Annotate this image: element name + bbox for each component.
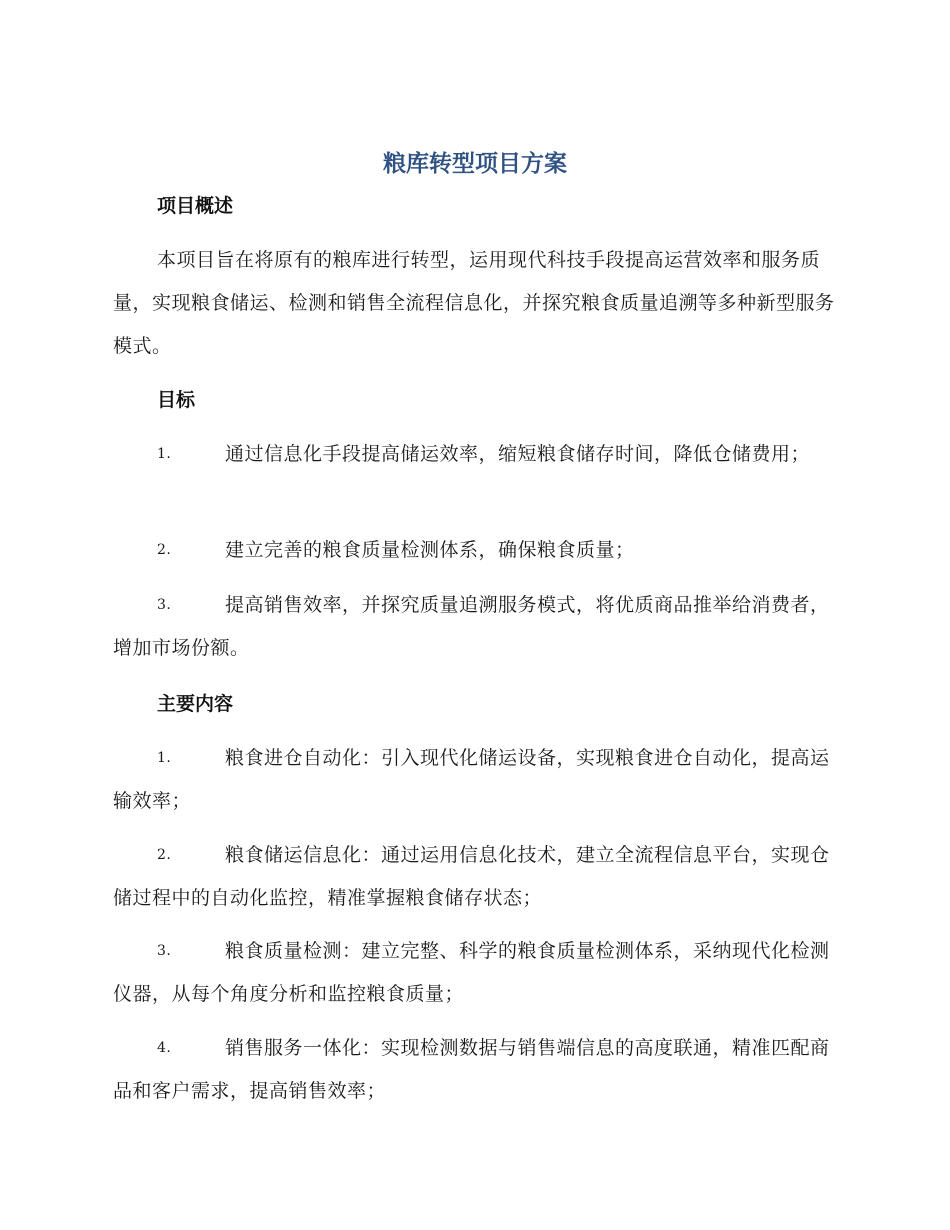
content-item-number: 2. xyxy=(157,847,172,863)
goal-item-number: 2. xyxy=(157,542,172,558)
content-item-4 xyxy=(113,1027,835,1113)
document-title: 粮库转型项目方案 xyxy=(383,151,567,177)
goal-item-1 xyxy=(113,433,835,476)
content-item-3 xyxy=(113,930,835,1016)
content-item-number: 4. xyxy=(157,1040,172,1056)
content-item-number: 1. xyxy=(157,750,172,766)
goal-item-3 xyxy=(113,584,835,670)
goal-item-text: 通过信息化手段提高储运效率，缩短粮食储存时间，降低仓储费用； xyxy=(225,443,811,465)
content-item-1 xyxy=(113,737,835,823)
content-item-text: 粮食进仓自动化：引入现代化储运设备，实现粮食进仓自动化，提高运输效率； xyxy=(113,747,830,812)
content-item-text: 粮食储运信息化：通过运用信息化技术，建立全流程信息平台，实现仓储过程中的自动化监控，精准掌握粮食储存状态； xyxy=(113,844,830,909)
content-item-number: 3. xyxy=(157,943,172,959)
content-item-text: 销售服务一体化：实现检测数据与销售端信息的高度联通，精准匹配商品和客户需求，提高销售效率； xyxy=(113,1037,830,1102)
goal-item-2 xyxy=(113,529,835,572)
section-heading-goals: 目标 xyxy=(157,389,196,411)
goal-item-number: 3. xyxy=(157,597,172,613)
section-heading-overview: 项目概述 xyxy=(157,195,234,217)
goal-item-number: 1. xyxy=(157,446,172,462)
section-heading-main-content: 主要内容 xyxy=(157,693,234,715)
content-item-text: 粮食质量检测：建立完整、科学的粮食质量检测体系，采纳现代化检测仪器，从每个角度分析和监控粮食质量； xyxy=(113,940,830,1005)
goal-item-text: 提高销售效率，并探究质量追溯服务模式，将优质商品推举给消费者，增加市场份额。 xyxy=(113,594,830,659)
overview-paragraph: 本项目旨在将原有的粮库进行转型，运用现代科技手段提高运营效率和服务质量，实现粮食储运、检测和销售全流程信息化，并探究粮食质量追溯等多种新型服务模式。 xyxy=(113,249,835,357)
content-item-2 xyxy=(113,834,835,920)
goal-item-text: 建立完善的粮食质量检测体系，确保粮食质量； xyxy=(225,539,635,561)
